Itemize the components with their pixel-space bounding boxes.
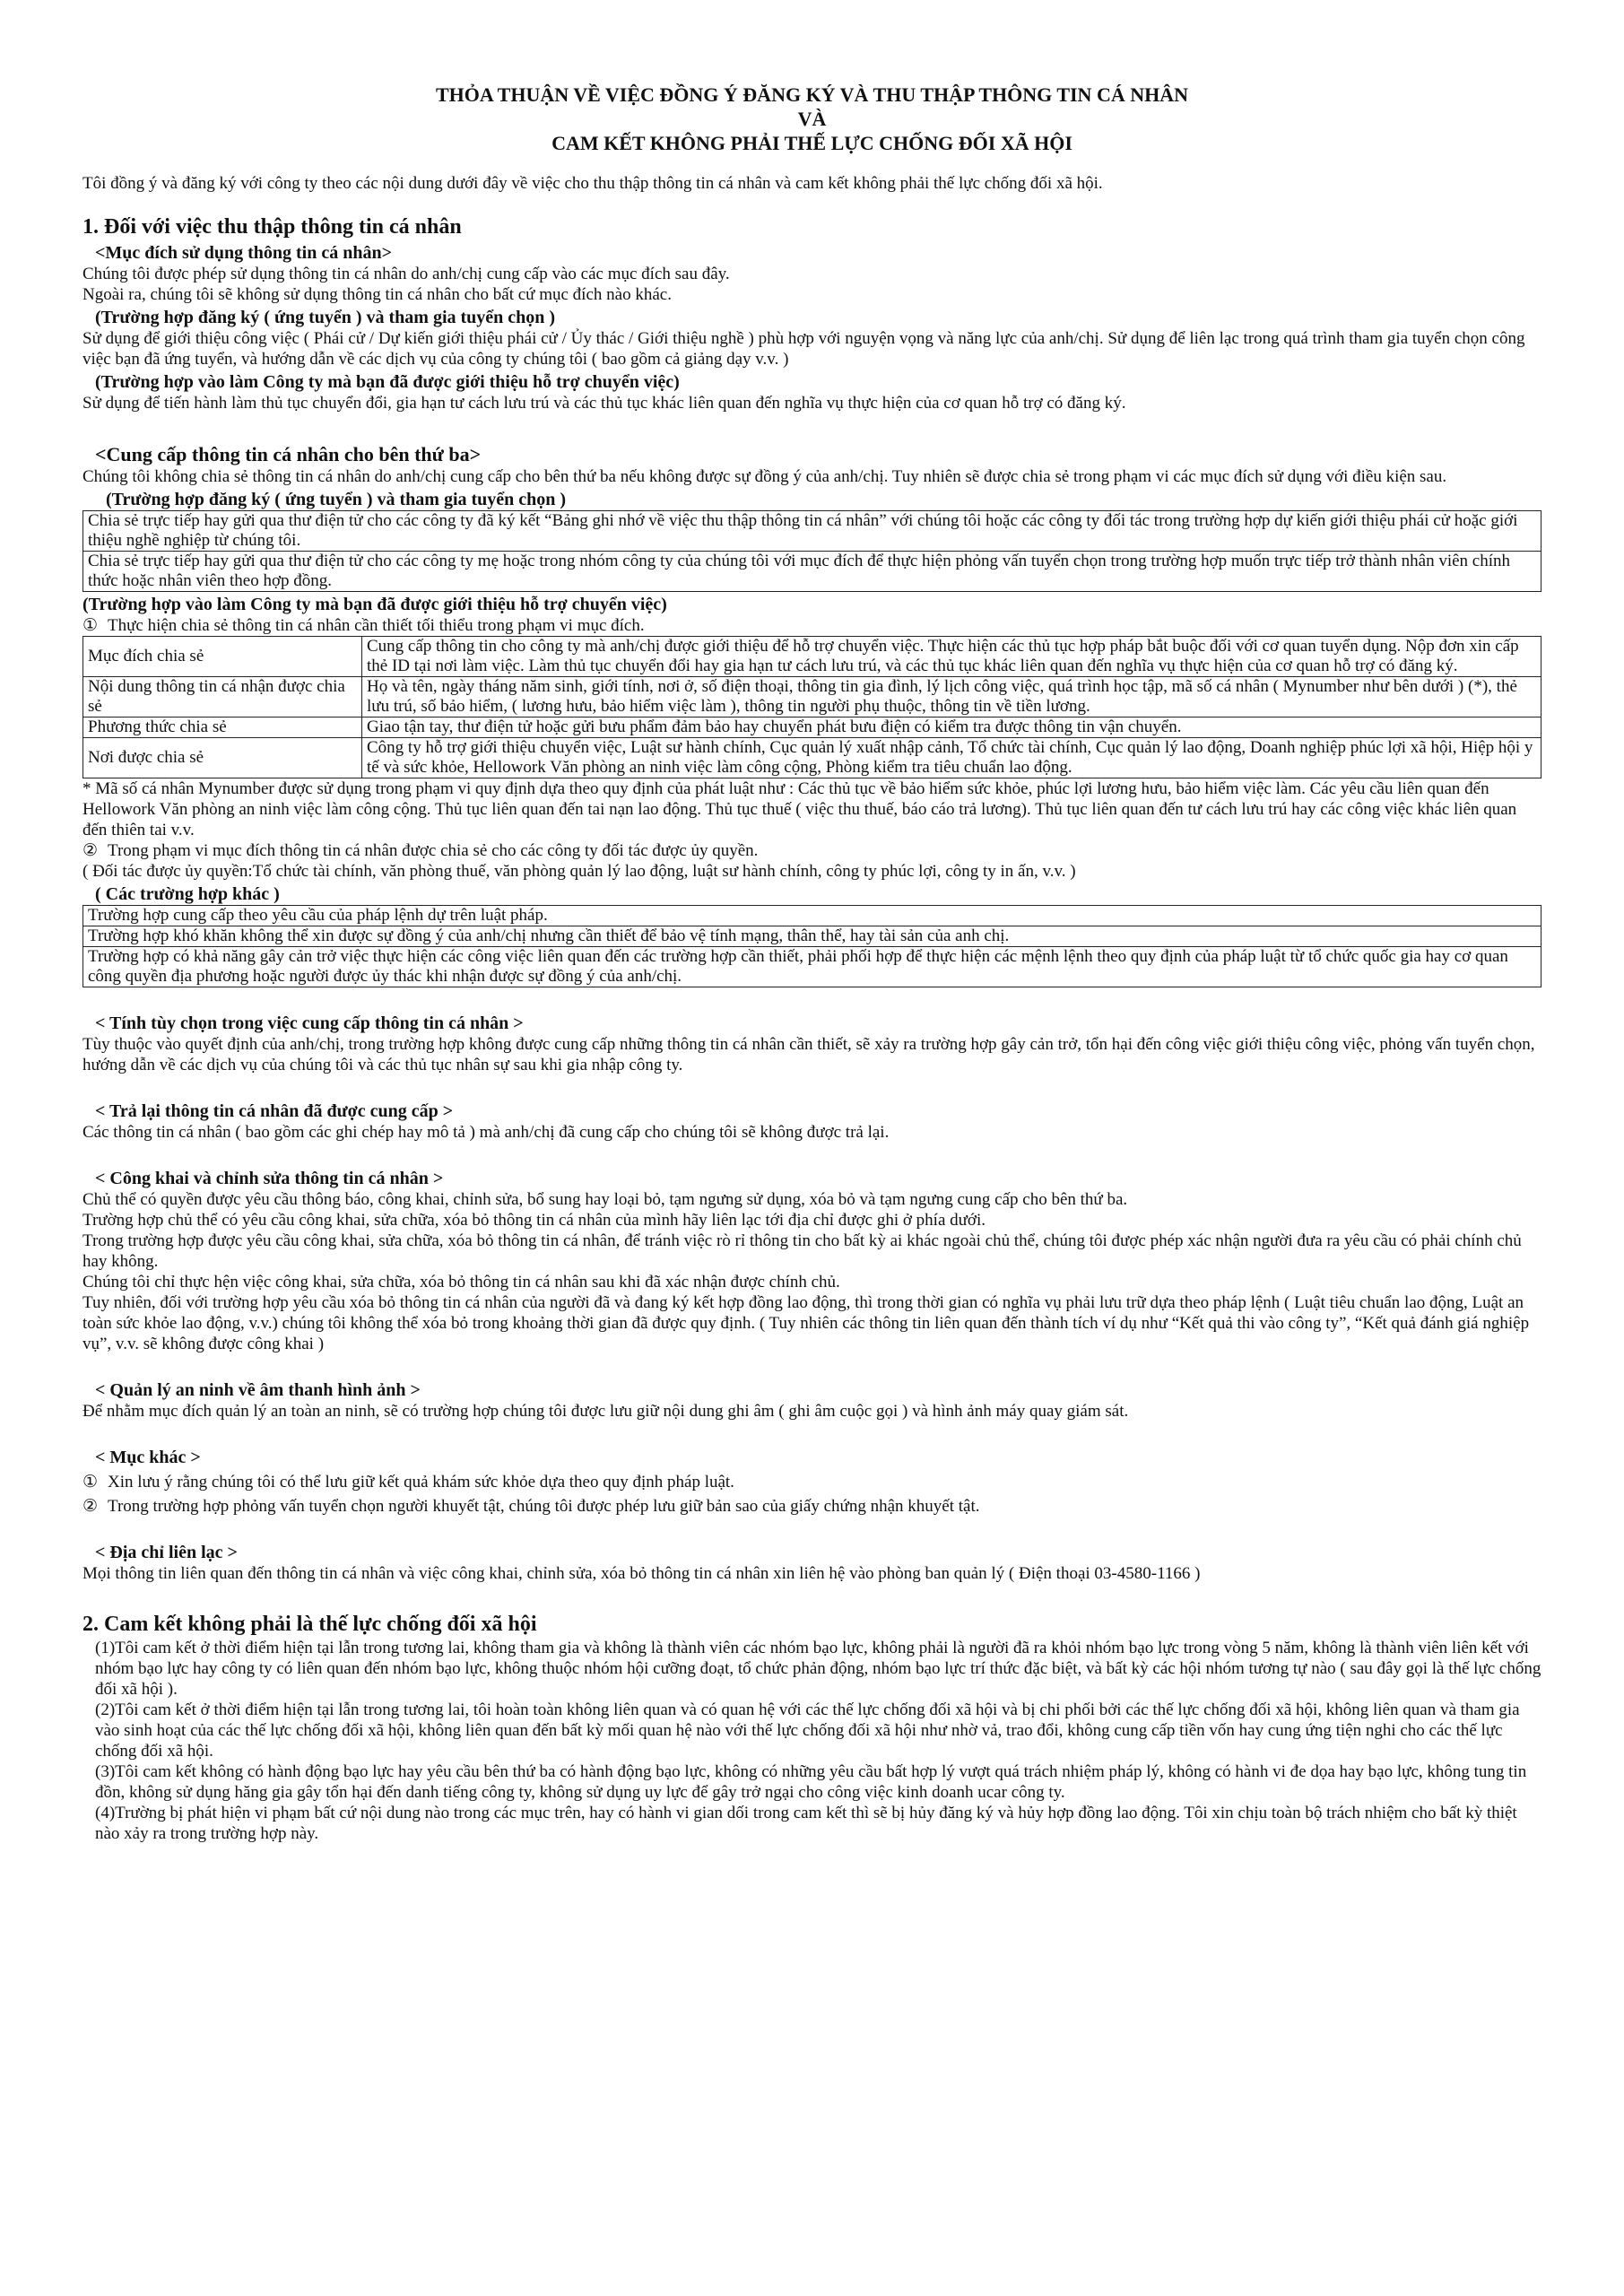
optional-heading: < Tính tùy chọn trong việc cung cấp thông tin cá nhân > (95, 1013, 524, 1033)
circled-number: ① (83, 616, 99, 635)
table-row (83, 926, 1541, 947)
third-party-text: Chúng tôi không chia sẻ thông tin cá nhân do anh/chị cung cấp cho bên thứ ba nếu không được sự đồng ý của anh/chị. Tuy nhiên sẽ được chia sẻ trong phạm vi các mục đích sử dụng với điều kiện sau. (83, 467, 1447, 486)
registration-heading: (Trường hợp đăng ký ( ứng tuyển ) và tham gia tuyển chọn ) (95, 308, 556, 327)
security-text: Để nhằm mục đích quản lý an toàn an ninh, sẽ có trường hợp chúng tôi được lưu giữ nội dung ghi âm ( ghi âm cuộc gọi ) và hình ảnh máy quay giám sát. (83, 1402, 1129, 1421)
table-cell: Chia sẻ trực tiếp hay gửi qua thư điện tử cho các công ty đã ký kết “Bảng ghi nhớ về việc thu thập thông tin cá nhân” với chúng tôi hoặc các công ty đối tác trong trường hợp dự kiến giới thiệu phái cử hoặc giới thiệu nghề nghiệp từ chúng tôi. (83, 511, 1541, 552)
share-item-1-text: Thực hiện chia sẻ thông tin cá nhân cần thiết tối thiểu trong phạm vi mục đích. (108, 616, 645, 635)
share-item-1 (83, 615, 1541, 636)
table-value-cell: Giao tận tay, thư điện tử hoặc gửi bưu phẩm đảm bảo hay chuyển phát bưu điện có kiểm tra được thông tin vận chuyển. (362, 718, 1541, 738)
title-line-3: CAM KẾT KHÔNG PHẢI THẾ LỰC CHỐNG ĐỐI XÃ HỘI (551, 132, 1073, 154)
security-heading: < Quản lý an ninh về âm thanh hình ảnh > (95, 1380, 421, 1400)
table-row (83, 947, 1541, 987)
title-line-1: THỎA THUẬN VỀ VIỆC ĐỒNG Ý ĐĂNG KÝ VÀ THU THẬP THÔNG TIN CÁ NHÂN (436, 83, 1188, 106)
circled-number: ② (83, 841, 99, 860)
purpose-heading: <Mục đích sử dụng thông tin cá nhân> (95, 243, 392, 263)
optional-text: Tùy thuộc vào quyết định của anh/chị, trong trường hợp không được cung cấp những thông tin cá nhân cần thiết, sẽ xảy ra trường hợp gây cản trở, tổn hại đến công việc giới thiệu công việc, phỏng vấn tuyển chọn, hướng dẫn về các dịch vụ của chúng tôi và các thủ tục nhân sự sau khi gia nhập công ty. (83, 1035, 1535, 1074)
other-cases-table (83, 905, 1541, 987)
share-item-2-text: Trong phạm vi mục đích thông tin cá nhân được chia sẻ cho các công ty đối tác được ủy quyền. (108, 841, 759, 860)
other-item-text: Xin lưu ý rằng chúng tôi có thể lưu giữ kết quả khám sức khỏe dựa theo quy định pháp luật. (108, 1473, 734, 1492)
work-heading: (Trường hợp vào làm Công ty mà bạn đã được giới thiệu hỗ trợ chuyển việc) (95, 372, 680, 392)
table-label-cell: Mục đích chia sẻ (83, 637, 362, 677)
table-cell: Trường hợp khó khăn không thể xin được sự đồng ý của anh/chị nhưng cần thiết để bảo vệ tính mạng, thân thể, hay tài sản của anh chị. (83, 926, 1541, 947)
disclosure-line: Chúng tôi chỉ thực hện việc công khai, sửa chữa, xóa bỏ thông tin cá nhân sau khi đã xác nhận được chính chủ. (83, 1273, 840, 1292)
return-heading: < Trả lại thông tin cá nhân đã được cung cấp > (95, 1101, 454, 1121)
table-row (83, 511, 1541, 552)
table-label-cell: Nội dung thông tin cá nhận được chia sẻ (83, 677, 362, 718)
table-cell: Trường hợp có khả năng gây cản trở việc thực hiện các công việc liên quan đến các trường hợp cần thiết, phải phối hợp để thực hiện các mệnh lệnh theo quy định của pháp luật từ tổ chức quốc gia hay cơ quan công quyền địa phương hoặc người được ủy thác khi nhận được sự đồng ý của anh/chị. (83, 947, 1541, 987)
sharing-detail-table (83, 636, 1541, 778)
table-label-cell: Phương thức chia sẻ (83, 718, 362, 738)
table-cell: Trường hợp cung cấp theo yêu cầu của pháp lệnh dự trên luật pháp. (83, 906, 1541, 926)
table-value-cell: Công ty hỗ trợ giới thiệu chuyển việc, Luật sư hành chính, Cục quản lý xuất nhập cảnh, Tổ chức tài chính, Cục quản lý lao động, Doanh nghiệp phúc lợi xã hội, Hiệp hội y tế và sức khỏe, Hellowork Văn phòng an ninh việc làm công cộng, Phòng kiểm tra tiêu chuẩn lao động. (362, 738, 1541, 778)
disclosure-line: Trong trường hợp được yêu cầu công khai, sửa chữa, xóa bỏ thông tin cá nhân, để tránh việc rò rỉ thông tin cho bất kỳ ai khác ngoài chủ thể, chúng tôi được phép xác nhận người đưa ra yêu cầu có phải chính chủ hay không. (83, 1231, 1522, 1271)
section1-heading: 1. Đối với việc thu thập thông tin cá nhân (83, 215, 462, 239)
commitment-paragraph: (2)Tôi cam kết ở thời điểm hiện tại lẫn trong tương lai, tôi hoàn toàn không liên quan và có quan hệ với các thế lực chống đối xã hội và bị chi phối bởi các thế lực chống đối xã hội, không liên quan và tham gia vào sinh hoạt của các thế lực chống đối xã hội, không liên quan đến bất kỳ mối quan hệ nào với thế lực chống đối xã hội như nhờ vả, trao đổi, không cung cấp tiền vốn hay cung ứng tiện nghi cho các thế lực chống đối xã hội. (95, 1700, 1520, 1761)
disclosure-line: Chủ thể có quyền được yêu cầu thông báo, công khai, chỉnh sửa, bổ sung hay loại bỏ, tạm ngưng sử dụng, xóa bỏ và tạm ngưng cung cấp cho bên thứ ba. (83, 1190, 1128, 1209)
table-row (83, 552, 1541, 592)
disclosure-line: Tuy nhiên, đối với trường hợp yêu cầu xóa bỏ thông tin cá nhân của người đã và đang ký kết hợp đồng lao động, thì trong thời gian có nghĩa vụ phải lưu trữ dựa theo pháp lệnh ( Luật tiêu chuẩn lao động, Luật an toàn sức khỏe lao động, v.v.) chúng tôi không thể xóa bỏ trong khoảng thời gian đã được quy định. ( Tuy nhiên các thông tin liên quan đến thành tích ví dụ như “Kết quả thi vào công ty”, “Kết quả đánh giá nghiệp vụ”, v.v. sẽ không được công khai ) (83, 1293, 1530, 1353)
third-party-registration-heading: (Trường hợp đăng ký ( ứng tuyển ) và tham gia tuyển chọn ) (106, 490, 567, 509)
share-item-2 (83, 840, 1541, 861)
purpose-text-1: Chúng tôi được phép sử dụng thông tin cá nhân do anh/chị cung cấp vào các mục đích sau đây. (83, 265, 730, 283)
share-item-2-note: ( Đối tác được ủy quyền:Tổ chức tài chính, văn phòng thuế, văn phòng quản lý lao động, luật sư hành chính, công ty phúc lợi, công ty in ấn, v.v. ) (83, 862, 1076, 881)
table-label-cell: Nơi được chia sẻ (83, 738, 362, 778)
table-row (83, 718, 1541, 738)
circled-number: ① (83, 1473, 99, 1492)
disclosure-line: Trường hợp chủ thể có yêu cầu công khai, sửa chữa, xóa bỏ thông tin cá nhân của mình hãy liên lạc tới địa chỉ được ghi ở phía dưới. (83, 1211, 986, 1230)
registration-sharing-table (83, 510, 1541, 592)
third-party-work-heading: (Trường hợp vào làm Công ty mà bạn đã được giới thiệu hỗ trợ chuyển việc) (83, 595, 667, 614)
third-party-heading: <Cung cấp thông tin cá nhân cho bên thứ ba> (95, 443, 482, 465)
mynumber-note: * Mã số cá nhân Mynumber được sử dụng trong phạm vi quy định dựa theo quy định của phát luật như : Các thủ tục về bảo hiểm sức khỏe, phúc lợi lương hưu, bảo hiểm việc làm. Các yêu cầu liên quan đến Hellowork Văn phòng an ninh việc làm công cộng. Thủ tục liên quan đến tai nạn lao động. Thủ tục thuế ( việc thu thuế, báo cáo trả lương). Thủ tục liên quan đến tư cách lưu trú hay các công việc khác liên quan đến thiên tai v.v. (83, 779, 1517, 839)
work-text: Sử dụng để tiến hành làm thủ tục chuyển đổi, gia hạn tư cách lưu trú và các thủ tục khác liên quan đến nghĩa vụ thực hiện của cơ quan hỗ trợ có đăng ký. (83, 394, 1126, 413)
title-line-2: VÀ (797, 108, 827, 130)
purpose-text-2: Ngoài ra, chúng tôi sẽ không sử dụng thông tin cá nhân cho bất cứ mục đích nào khác. (83, 285, 672, 304)
table-row (83, 906, 1541, 926)
table-value-cell: Họ và tên, ngày tháng năm sinh, giới tính, nơi ở, số điện thoại, thông tin gia đình, lý lịch công việc, quá trình học tập, mã số cá nhân ( Mynumber như bên dưới ) (*), thẻ lưu trú, số bảo hiểm, ( lương hưu, bảo hiểm việc làm ), thông tin người phụ thuộc, thông tin về tiền lương. (362, 677, 1541, 718)
return-text: Các thông tin cá nhân ( bao gồm các ghi chép hay mô tả ) mà anh/chị đã cung cấp cho chúng tôi sẽ không được trả lại. (83, 1123, 890, 1142)
other-item (83, 1496, 1541, 1517)
commitment-paragraph: (3)Tôi cam kết không có hành động bạo lực hay yêu cầu bên thứ ba có hành động bạo lực, không có những yêu cầu bất hợp lý vượt quá trách nhiệm pháp lý, không có hành vi đe dọa hay bạo lực, không tung tin đồn, không sử dụng hăng gia gây tổn hại đến danh tiếng công ty, không sử dụng uy lực để gây trở ngại cho công việc kinh doanh ucar công ty. (95, 1762, 1527, 1802)
table-row (83, 637, 1541, 677)
other-item-text: Trong trường hợp phỏng vấn tuyển chọn người khuyết tật, chúng tôi được phép lưu giữ bản sao của giấy chứng nhận khuyết tật. (108, 1497, 980, 1516)
other-cases-heading: ( Các trường hợp khác ) (95, 884, 280, 904)
commitment-paragraph: (1)Tôi cam kết ở thời điểm hiện tại lẫn trong tương lai, không tham gia và không là thành viên các nhóm bạo lực, không phải là người đã ra khỏi nhóm bạo lực trong vòng 5 năm, không là thành viên liên kết với nhóm bạo lực hay công ty có liên quan đến nhóm bạo lực, không thuộc nhóm hội cưỡng đoạt, tổ chức phản động, nhóm bạo lực trí thức đặc biệt, và bất kỳ các hội nhóm tương tự nào ( sau đây gọi là thế lực chống đối xã hội ). (95, 1639, 1541, 1699)
contact-heading: < Địa chỉ liên lạc > (95, 1543, 238, 1562)
registration-text: Sử dụng để giới thiệu công việc ( Phái cử / Dự kiến giới thiệu phái cử / Ủy thác / Giới thiệu nghề ) phù hợp với nguyện vọng và năng lực của anh/chị. Sử dụng để liên lạc trong quá trình tham gia tuyển chọn công việc bạn đã ứng tuyển, và hướng dẫn về các dịch vụ của công ty chúng tôi ( bao gồm cả giảng dạy v.v. ) (83, 329, 1525, 369)
disclosure-heading: < Công khai và chỉnh sửa thông tin cá nhân > (95, 1169, 444, 1188)
table-cell: Chia sẻ trực tiếp hay gửi qua thư điện tử cho các công ty mẹ hoặc trong nhóm công ty của chúng tôi với mục đích để thực hiện phỏng vấn tuyển chọn trong trường hợp muốn trực tiếp trở thành nhân viên chính thức hoặc nhân viên theo hợp đồng. (83, 552, 1541, 592)
other-heading: < Mục khác > (95, 1448, 201, 1467)
contact-text: Mọi thông tin liên quan đến thông tin cá nhân và việc công khai, chỉnh sửa, xóa bỏ thông tin cá nhân xin liên hệ vào phòng ban quản lý ( Điện thoại 03-4580-1166 ) (83, 1564, 1201, 1583)
other-item (83, 1472, 1541, 1492)
table-value-cell: Cung cấp thông tin cho công ty mà anh/chị được giới thiệu để hỗ trợ chuyển việc. Thực hiện các thủ tục hợp pháp bắt buộc đối với cơ quan tuyển dụng. Nộp đơn xin cấp thẻ ID tại nơi làm việc. Làm thủ tục chuyển đổi hay gia hạn tư cách lưu trú, và các thủ tục khác liên quan đến nghĩa vụ thực hiện của cơ quan hỗ trợ có đăng ký. (362, 637, 1541, 677)
document-title (83, 83, 1541, 155)
table-row (83, 677, 1541, 718)
table-row (83, 738, 1541, 778)
circled-number: ② (83, 1497, 99, 1516)
commitment-paragraph: (4)Trường bị phát hiện vi phạm bất cứ nội dung nào trong các mục trên, hay có hành vi gian dối trong cam kết thì sẽ bị hủy đăng ký và hủy hợp đồng lao động. Tôi xin chịu toàn bộ trách nhiệm cho bất kỳ thiệt nào xảy ra trong trường hợp này. (95, 1804, 1517, 1843)
intro-text: Tôi đồng ý và đăng ký với công ty theo các nội dung dưới đây về việc cho thu thập thông tin cá nhân và cam kết không phải thế lực chống đối xã hội. (83, 174, 1103, 193)
section2-heading: 2. Cam kết không phải là thế lực chống đối xã hội (83, 1613, 537, 1636)
